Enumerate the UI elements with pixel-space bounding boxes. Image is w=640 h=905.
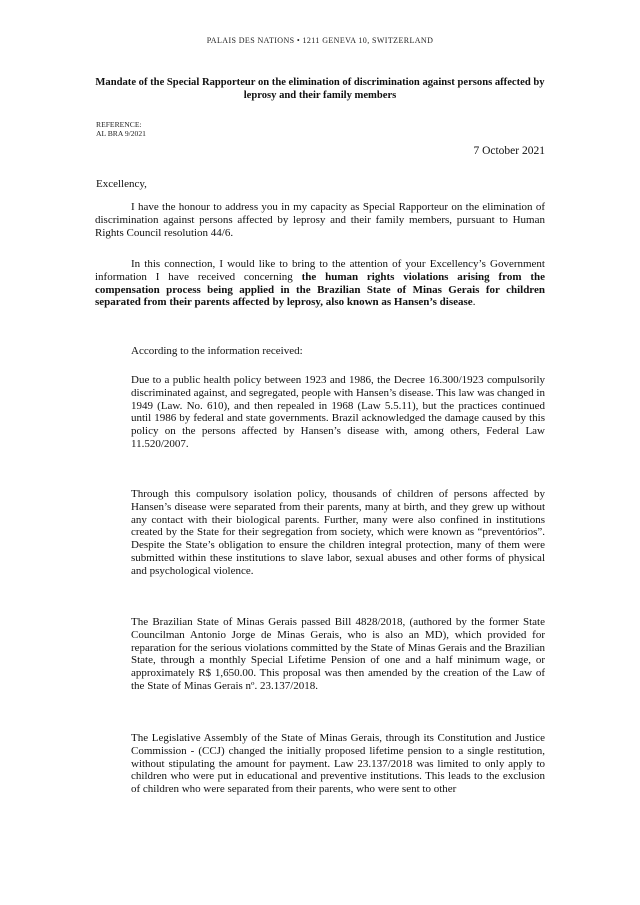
document-title: Mandate of the Special Rapporteur on the elimination of discrimination against persons affected by leprosy and their family members bbox=[95, 77, 545, 101]
paragraph-allegation-bold: the human rights violations arising from the compensation process being applied in the Brazilian State of Minas Gerais for children separated from their parents affected by leprosy, also known as Hansen’s disease bbox=[95, 270, 545, 309]
block-paragraph-bill-4828: The Brazilian State of Minas Gerais passed Bill 4828/2018, (authored by the former State Councilman Antonio Jorge de Minas Gerais, who is also an MD), which provided for reparation for the serious violations committed by the State of Minas Gerais and the Brazilian State, through a monthly Special Lifetime Pension of one and a half minimum wage, or approximately R$ 1,650.00. This proposal was then amended by the creation of the Law of the State of Minas Gerais nº. 23.137/2018. bbox=[131, 616, 545, 692]
block-paragraph-isolation-policy: Through this compulsory isolation policy, thousands of children of persons affected by Hansen’s disease were separated from their parents, many at birth, and they grew up without any contact with their biological parents. Further, many were also confined in institutions created by the State for their segregation from society, which were known as “preventórios”. Despite the State’s obligation to ensure the children integral protection, many of them were submitted within these institutions to slave labor, sexual abuses and other forms of physical and psychological violence. bbox=[131, 488, 545, 577]
block-paragraph-legislative-assembly: The Legislative Assembly of the State of Minas Gerais, through its Constitution and Justice Commission - (CCJ) changed the initially proposed lifetime pension to a single restitution, without stipulating the amount for payment. Law 23.137/2018 was limited to only apply to children who were put in educational and preventive institutions. This leads to the exclusion of children who were separated from their parents, who were sent to other bbox=[131, 732, 545, 796]
reference-block bbox=[96, 120, 146, 138]
reference-label: REFERENCE: bbox=[96, 120, 142, 129]
salutation: Excellency, bbox=[96, 178, 147, 190]
letter-date: 7 October 2021 bbox=[473, 145, 545, 157]
paragraph-allegation-end: . bbox=[472, 296, 476, 309]
reference-number: AL BRA 9/2021 bbox=[96, 129, 146, 138]
paragraph-introduction: I have the honour to address you in my capacity as Special Rapporteur on the elimination of discrimination against persons affected by leprosy and their family members, pursuant to Human Rights Council resolution 44/6. bbox=[95, 201, 545, 239]
paragraph-allegation bbox=[95, 258, 545, 309]
paragraph-according: According to the information received: bbox=[131, 345, 303, 357]
block-paragraph-policy-history: Due to a public health policy between 1923 and 1986, the Decree 16.300/1923 compulsorily discriminated against, and segregated, people with Hansen’s disease. This law was changed in 1949 (Law. No. 610), and then repealed in 1968 (Law 5.5.11), but the practices continued until 1986 by federal and state governments. Brazil acknowledged the damage caused by this policy on the persons affected by Hansen’s disease with, among others, Federal Law 11.520/2007. bbox=[131, 374, 545, 450]
paragraph-allegation-start: In this connection, I would like to bring to the attention of your Excellency’s Government information I have received concerning bbox=[95, 258, 545, 283]
letterhead: PALAIS DES NATIONS • 1211 GENEVA 10, SWITZERLAND bbox=[206, 36, 434, 45]
